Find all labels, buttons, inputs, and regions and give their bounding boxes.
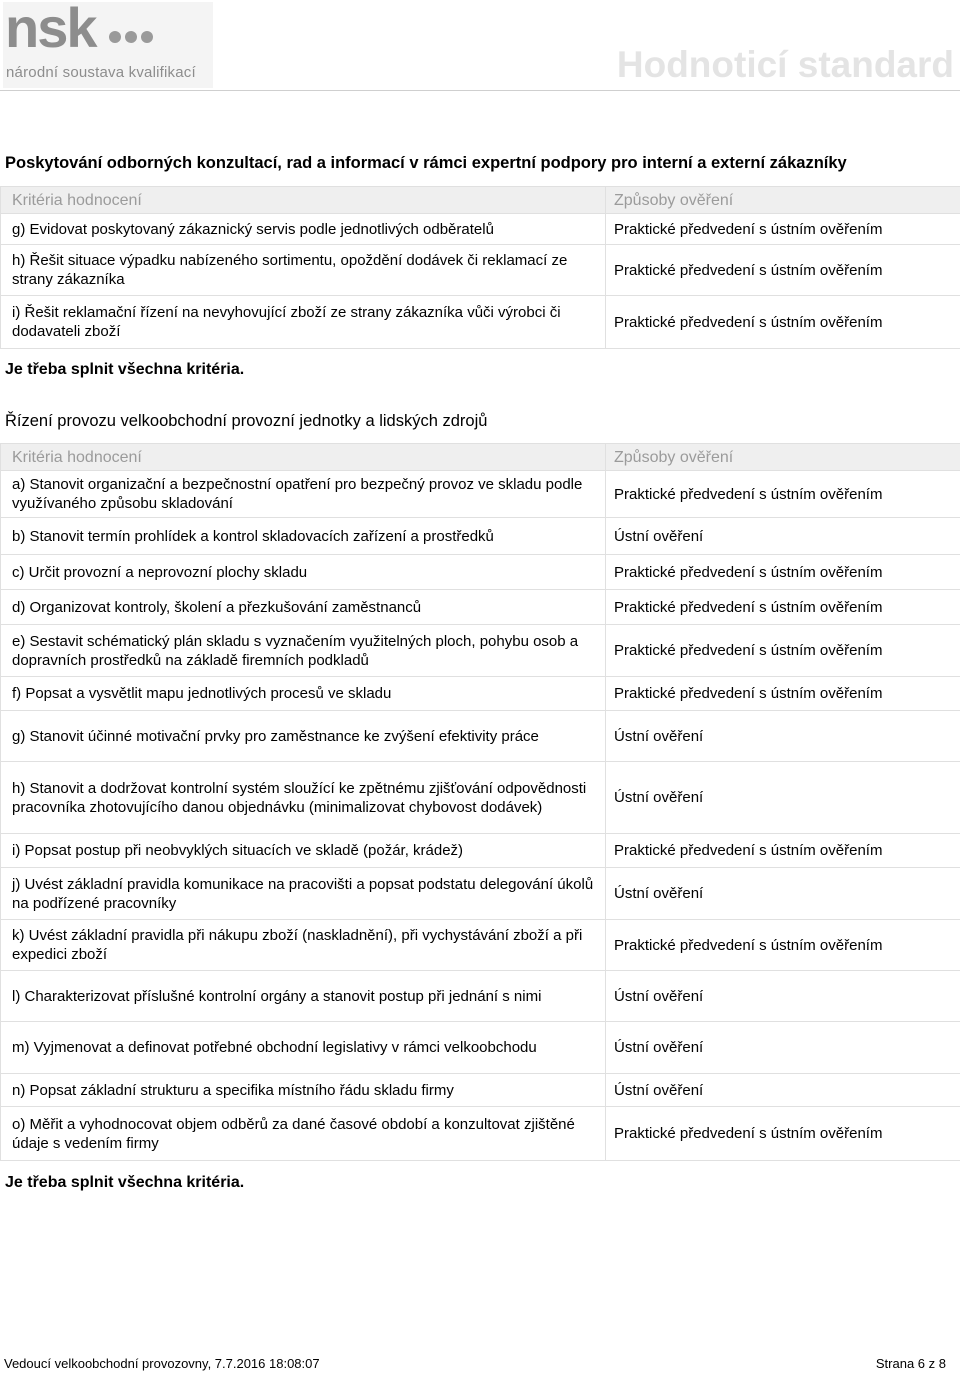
method-text: Praktické předvedení s ústním ověřením: [606, 214, 960, 245]
methods-header: Způsoby ověření: [606, 187, 960, 214]
criteria-table: [0, 186, 960, 349]
table-row: [1, 555, 960, 590]
criteria-header: Kritéria hodnocení: [1, 187, 606, 214]
table-row: [1, 625, 960, 677]
method-text: Praktické předvedení s ústním ověřením: [606, 677, 960, 711]
header-divider: [0, 90, 960, 91]
method-text: Praktické předvedení s ústním ověřením: [606, 555, 960, 590]
requirement-note: Je třeba splnit všechna kritéria.: [5, 361, 245, 378]
method-text: Ústní ověření: [606, 1074, 960, 1107]
table-row: [1, 1107, 960, 1161]
criterion-text: l) Charakterizovat příslušné kontrolní orgány a stanovit postup při jednání s nimi: [1, 971, 606, 1022]
page-header: [0, 0, 960, 92]
logo-dots: [109, 30, 157, 48]
criteria-header: Kritéria hodnocení: [1, 444, 606, 471]
method-text: Ústní ověření: [606, 762, 960, 834]
criterion-text: h) Řešit situace výpadku nabízeného sortimentu, opoždění dodávek či reklamací ze strany zákazníka: [1, 245, 606, 296]
criterion-text: o) Měřit a vyhodnocovat objem odběrů za dané časové období a konzultovat zjištěné údaje s vedením firmy: [1, 1107, 606, 1161]
method-text: Ústní ověření: [606, 868, 960, 920]
table-row: [1, 214, 960, 245]
footer-document-info: Vedoucí velkoobchodní provozovny, 7.7.2016 18:08:07: [4, 1356, 320, 1371]
table-row: [1, 296, 960, 349]
table-row: [1, 762, 960, 834]
table-header-row: [1, 444, 960, 471]
method-text: Praktické předvedení s ústním ověřením: [606, 296, 960, 349]
criterion-text: b) Stanovit termín prohlídek a kontrol skladovacích zařízení a prostředků: [1, 518, 606, 555]
criterion-text: m) Vyjmenovat a definovat potřebné obchodní legislativy v rámci velkoobchodu: [1, 1022, 606, 1074]
table-row: [1, 920, 960, 971]
table-row: [1, 471, 960, 518]
method-text: Ústní ověření: [606, 1022, 960, 1074]
criterion-text: f) Popsat a vysvětlit mapu jednotlivých procesů ve skladu: [1, 677, 606, 711]
logo-subtitle: národní soustava kvalifikací: [6, 64, 196, 81]
table-row: [1, 834, 960, 868]
footer-page-number: Strana 6 z 8: [875, 1356, 946, 1371]
requirement-note: Je třeba splnit všechna kritéria.: [5, 1174, 245, 1191]
criterion-text: g) Stanovit účinné motivační prvky pro zaměstnance ke zvýšení efektivity práce: [1, 711, 606, 762]
criterion-text: i) Popsat postup při neobvyklých situacích ve skladě (požár, krádež): [1, 834, 606, 868]
criterion-text: k) Uvést základní pravidla při nákupu zboží (naskladnění), při vychystávání zboží a při expedici zboží: [1, 920, 606, 971]
method-text: Praktické předvedení s ústním ověřením: [606, 471, 960, 518]
table-row: [1, 518, 960, 555]
table-row: [1, 868, 960, 920]
table-header-row: [1, 187, 960, 214]
method-text: Ústní ověření: [606, 518, 960, 555]
nsk-logo: [3, 2, 213, 88]
criterion-text: g) Evidovat poskytovaný zákaznický servis podle jednotlivých odběratelů: [1, 214, 606, 245]
criterion-text: c) Určit provozní a neprovozní plochy skladu: [1, 555, 606, 590]
table-row: [1, 971, 960, 1022]
table-row: [1, 1074, 960, 1107]
method-text: Praktické předvedení s ústním ověřením: [606, 590, 960, 625]
criterion-text: h) Stanovit a dodržovat kontrolní systém sloužící ke zpětnému zjišťování odpovědnosti pracovníka zhotovujícího danou objednávku (minimalizovat chybovost dodávek): [1, 762, 606, 834]
section-title: Poskytování odborných konzultací, rad a informací v rámci expertní podpory pro interní a externí zákazníky: [5, 154, 847, 172]
methods-header: Způsoby ověření: [606, 444, 960, 471]
method-text: Praktické předvedení s ústním ověřením: [606, 245, 960, 296]
section-title: Řízení provozu velkoobchodní provozní jednotky a lidských zdrojů: [5, 412, 488, 430]
criterion-text: i) Řešit reklamační řízení na nevyhovující zboží ze strany zákazníka vůči výrobci či dodavateli zboží: [1, 296, 606, 349]
table-row: [1, 1022, 960, 1074]
logo-text: nsk: [5, 0, 96, 59]
method-text: Praktické předvedení s ústním ověřením: [606, 625, 960, 677]
table-row: [1, 677, 960, 711]
method-text: Praktické předvedení s ústním ověřením: [606, 834, 960, 868]
method-text: Praktické předvedení s ústním ověřením: [606, 1107, 960, 1161]
table-row: [1, 590, 960, 625]
document-title: Hodnoticí standard: [616, 44, 954, 85]
table-row: [1, 245, 960, 296]
criterion-text: d) Organizovat kontroly, školení a přezkušování zaměstnanců: [1, 590, 606, 625]
criterion-text: e) Sestavit schématický plán skladu s vyznačením využitelných ploch, pohybu osob a dopravních prostředků na základě firemních podkladů: [1, 625, 606, 677]
criterion-text: j) Uvést základní pravidla komunikace na pracovišti a popsat podstatu delegování úkolů na podřízené pracovníky: [1, 868, 606, 920]
criterion-text: n) Popsat základní strukturu a specifika místního řádu skladu firmy: [1, 1074, 606, 1107]
method-text: Praktické předvedení s ústním ověřením: [606, 920, 960, 971]
criteria-table: [0, 443, 960, 1161]
method-text: Ústní ověření: [606, 971, 960, 1022]
table-row: [1, 711, 960, 762]
criterion-text: a) Stanovit organizační a bezpečnostní opatření pro bezpečný provoz ve skladu podle využívaného způsobu skladování: [1, 471, 606, 518]
method-text: Ústní ověření: [606, 711, 960, 762]
